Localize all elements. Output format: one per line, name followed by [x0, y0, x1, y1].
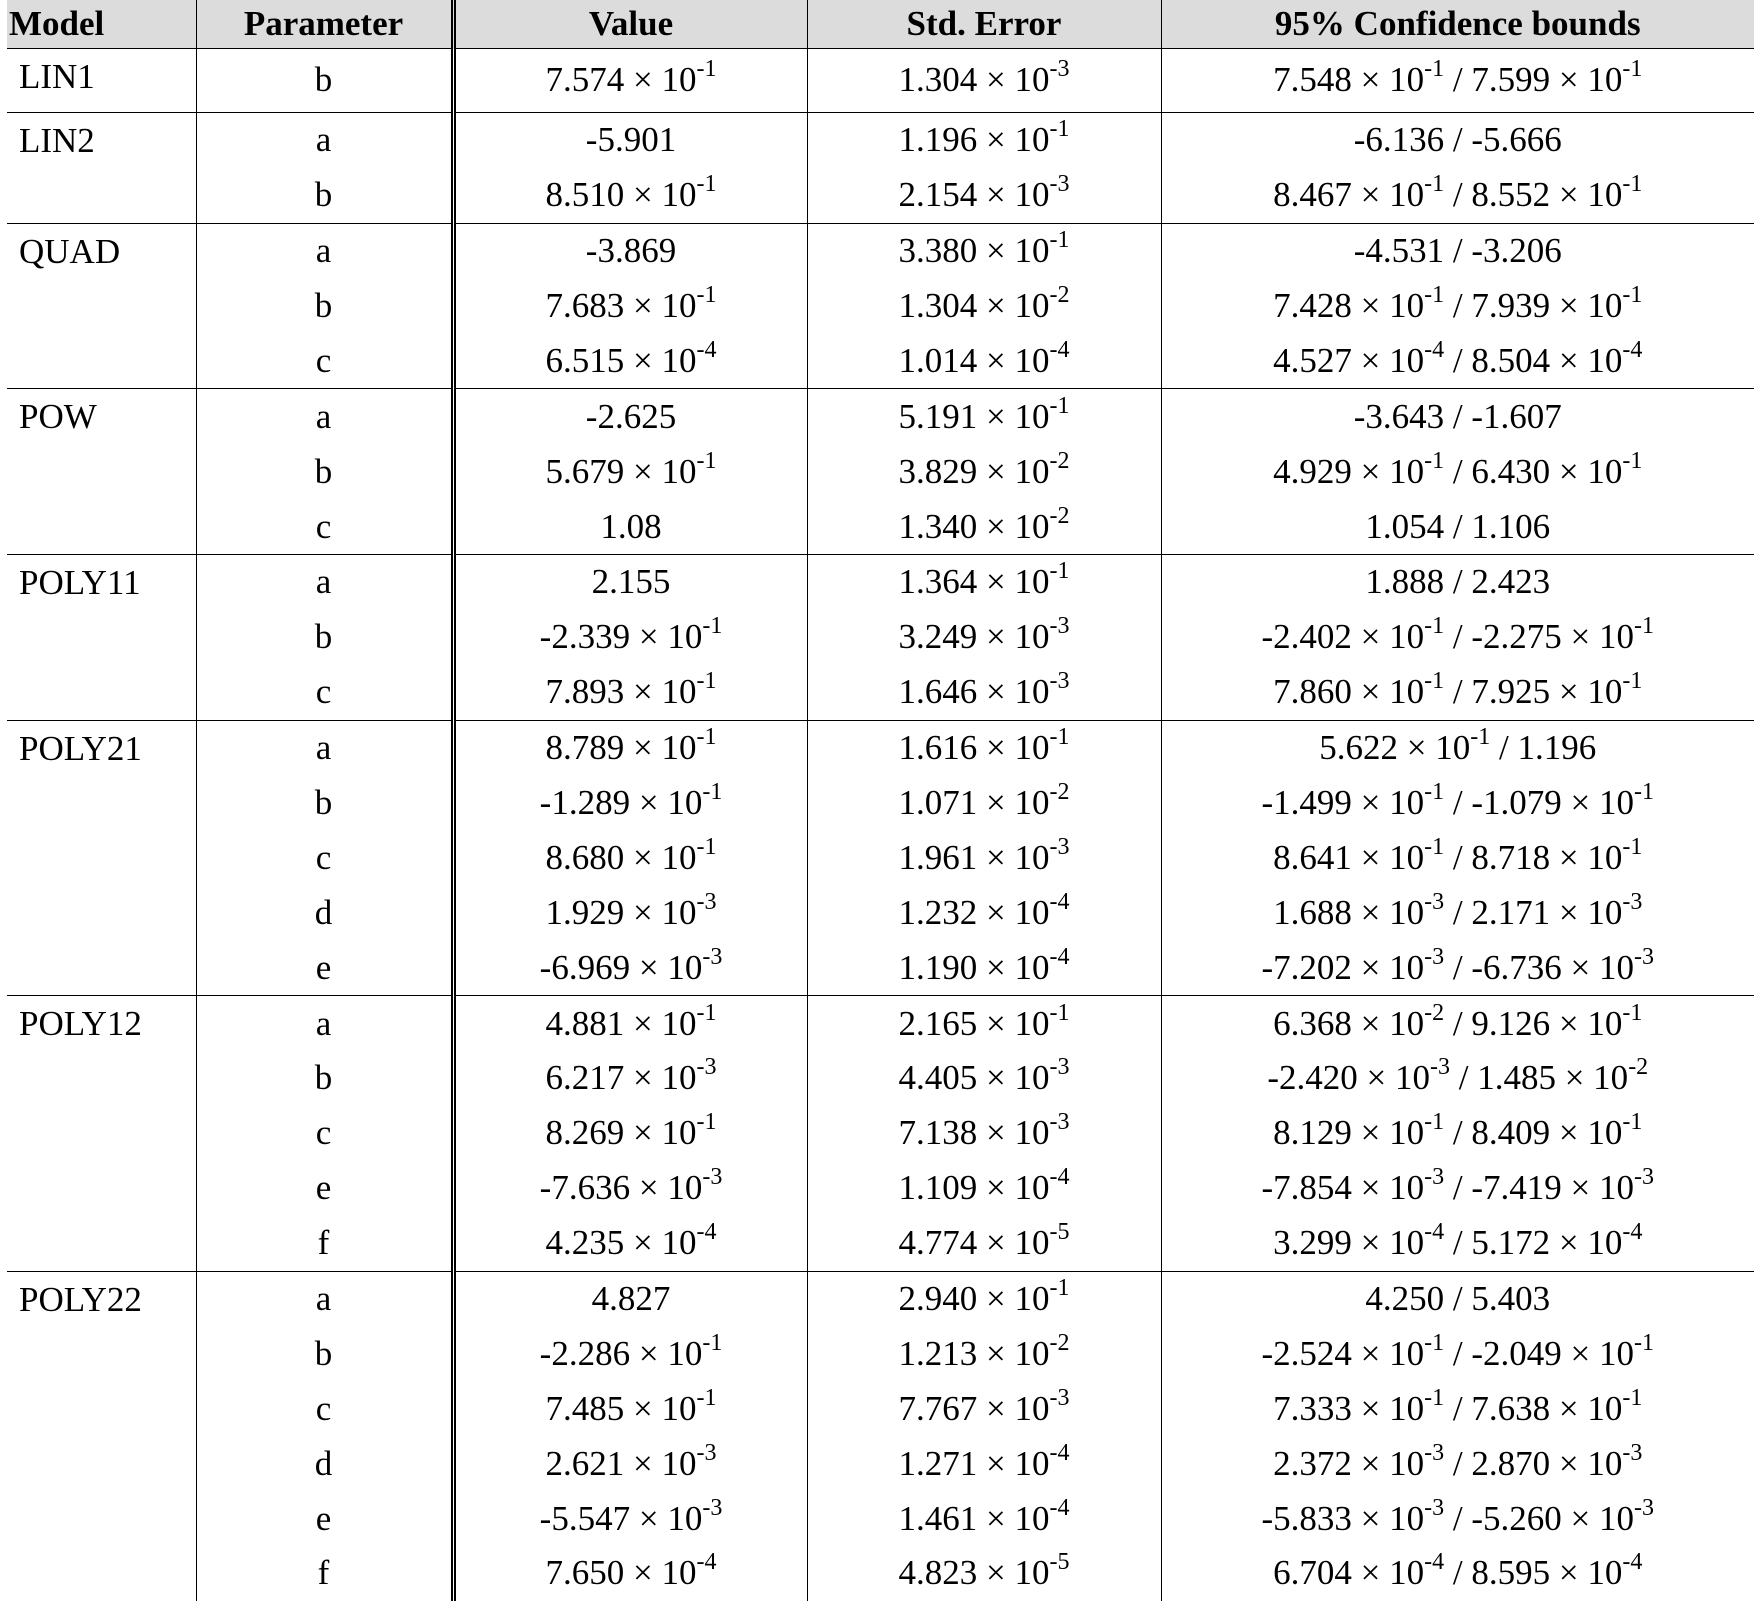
- parameter-cell: b: [196, 1326, 453, 1381]
- std-error-cell: $1.232 \times 10^{-4}$: [807, 885, 1161, 940]
- table-row: [7, 996, 1754, 1051]
- confidence-bounds-cell: $6.368 \times 10^{-2} / 9.126 \times 10^{-1}$: [1161, 996, 1754, 1051]
- parameter-cell: b: [196, 49, 453, 113]
- std-error-cell: $7.138 \times 10^{-3}$: [807, 1106, 1161, 1161]
- parameter-cell: f: [196, 1216, 453, 1271]
- std-error-cell: $1.190 \times 10^{-4}$: [807, 940, 1161, 995]
- std-error-cell: $4.405 \times 10^{-3}$: [807, 1051, 1161, 1106]
- model-name: LIN1: [7, 49, 196, 113]
- value-cell: $5.679 \times 10^{-1}$: [453, 444, 807, 499]
- parameter-cell: a: [196, 555, 453, 610]
- table-row: [7, 885, 1754, 940]
- table-row: [7, 49, 1754, 113]
- value-cell: $4.235 \times 10^{-4}$: [453, 1216, 807, 1271]
- std-error-cell: $1.071 \times 10^{-2}$: [807, 776, 1161, 831]
- value-cell: $8.789 \times 10^{-1}$: [453, 720, 807, 775]
- parameter-cell: a: [196, 1271, 453, 1326]
- confidence-bounds-cell: $1.688 \times 10^{-3} / 2.171 \times 10^{-3}$: [1273, 888, 1643, 932]
- value-cell: -2.625: [453, 389, 807, 444]
- model-name: LIN2: [7, 112, 196, 223]
- confidence-bounds-cell: $-2.420 \times 10^{-3} / 1.485 \times 10^{-2}$: [1267, 1054, 1649, 1098]
- parameter-cell: a: [196, 720, 453, 775]
- value-cell: $7.650 \times 10^{-4}$: [453, 1546, 807, 1601]
- confidence-bounds-cell: $4.527 \times 10^{-4} / 8.504 \times 10^{-4}$: [1273, 336, 1643, 380]
- table-row: [7, 333, 1754, 388]
- header-model: Model: [7, 0, 196, 49]
- table-row: [7, 940, 1754, 995]
- confidence-bounds-cell: $-1.499 \times 10^{-1} / -1.079 \times 10^{-1}$: [1261, 779, 1655, 823]
- model-name: POLY22: [7, 1271, 196, 1601]
- value-cell: 1.08: [453, 499, 807, 554]
- confidence-bounds-cell: $7.548 \times 10^{-1} / 7.599 \times 10^{-1}$: [1273, 56, 1643, 100]
- table-row: [7, 444, 1754, 499]
- parameter-cell: b: [196, 279, 453, 334]
- table-row: [7, 279, 1754, 334]
- std-error-cell: $1.340 \times 10^{-2}$: [807, 499, 1161, 554]
- header-value: Value: [453, 0, 807, 49]
- parameter-cell: b: [196, 168, 453, 223]
- std-error-cell: $4.823 \times 10^{-5}$: [807, 1546, 1161, 1601]
- confidence-bounds-cell: 1.888 / 2.423: [1161, 555, 1754, 610]
- value-cell: $-1.289 \times 10^{-1}$: [453, 776, 807, 831]
- parameter-cell: b: [196, 1051, 453, 1106]
- std-error-cell: $1.646 \times 10^{-3}$: [807, 665, 1161, 720]
- value-cell: -5.901: [453, 112, 807, 167]
- header-row: [7, 0, 1754, 49]
- parameter-cell: c: [196, 1381, 453, 1436]
- std-error-cell: $2.940 \times 10^{-1}$: [807, 1271, 1161, 1326]
- header-confidence-bounds: 95% Confidence bounds: [1161, 0, 1754, 49]
- parameter-cell: c: [196, 499, 453, 554]
- confidence-bounds-cell: $-2.402 \times 10^{-1} / -2.275 \times 10^{-1}$: [1261, 613, 1655, 657]
- confidence-bounds-cell: -4.531 / -3.206: [1161, 223, 1754, 278]
- value-cell: $8.510 \times 10^{-1}$: [453, 168, 807, 223]
- std-error-cell: $2.165 \times 10^{-1}$: [807, 996, 1161, 1051]
- table-row: [7, 830, 1754, 885]
- parameter-cell: c: [196, 333, 453, 388]
- value-cell: $-2.286 \times 10^{-1}$: [453, 1326, 807, 1381]
- table-body: [7, 49, 1754, 1601]
- value-cell: $-2.339 \times 10^{-1}$: [453, 610, 807, 665]
- table-row: [7, 665, 1754, 720]
- confidence-bounds-cell: $4.929 \times 10^{-1} / 6.430 \times 10^{-1}$: [1273, 447, 1643, 491]
- value-cell: $8.269 \times 10^{-1}$: [453, 1106, 807, 1161]
- std-error-cell: $1.364 \times 10^{-1}$: [807, 555, 1161, 610]
- parameter-cell: a: [196, 223, 453, 278]
- std-error-cell: $1.304 \times 10^{-2}$: [807, 279, 1161, 334]
- parameter-cell: a: [196, 996, 453, 1051]
- parameter-table: [7, 0, 1754, 1601]
- table-row: [7, 720, 1754, 775]
- model-name: QUAD: [7, 223, 196, 389]
- table-row: [7, 1216, 1754, 1271]
- table-row: [7, 1491, 1754, 1546]
- value-cell: $-6.969 \times 10^{-3}$: [453, 940, 807, 995]
- confidence-bounds-cell: 4.250 / 5.403: [1161, 1271, 1754, 1326]
- confidence-bounds-cell: $-5.833 \times 10^{-3} / -5.260 \times 10^{-3}$: [1261, 1494, 1655, 1538]
- std-error-cell: $1.196 \times 10^{-1}$: [807, 112, 1161, 167]
- value-cell: $1.929 \times 10^{-3}$: [453, 885, 807, 940]
- std-error-cell: $5.191 \times 10^{-1}$: [807, 389, 1161, 444]
- std-error-cell: $1.014 \times 10^{-4}$: [807, 333, 1161, 388]
- std-error-cell: $1.961 \times 10^{-3}$: [807, 830, 1161, 885]
- parameter-cell: c: [196, 830, 453, 885]
- table-row: [7, 112, 1754, 167]
- std-error-cell: $1.616 \times 10^{-1}$: [807, 720, 1161, 775]
- table-row: [7, 499, 1754, 554]
- parameter-cell: c: [196, 665, 453, 720]
- confidence-bounds-cell: $6.704 \times 10^{-4} / 8.595 \times 10^{-4}$: [1273, 1549, 1643, 1593]
- model-name: POW: [7, 389, 196, 555]
- confidence-bounds-cell: $8.467 \times 10^{-1} / 8.552 \times 10^{-1}$: [1273, 171, 1643, 215]
- table-row: [7, 1546, 1754, 1601]
- table-row: [7, 223, 1754, 278]
- parameter-cell: a: [196, 389, 453, 444]
- std-error-cell: $7.767 \times 10^{-3}$: [807, 1381, 1161, 1436]
- table-row: [7, 389, 1754, 444]
- confidence-bounds-cell: $-2.524 \times 10^{-1} / -2.049 \times 10^{-1}$: [1261, 1329, 1655, 1373]
- std-error-cell: $1.213 \times 10^{-2}$: [807, 1326, 1161, 1381]
- confidence-bounds-cell: $-7.854 \times 10^{-3} / -7.419 \times 10^{-3}$: [1261, 1164, 1655, 1208]
- value-cell: $7.893 \times 10^{-1}$: [453, 665, 807, 720]
- model-name: POLY21: [7, 720, 196, 995]
- model-name: POLY11: [7, 555, 196, 721]
- confidence-bounds-cell: $2.372 \times 10^{-3} / 2.870 \times 10^{-3}$: [1273, 1439, 1643, 1483]
- std-error-cell: $3.249 \times 10^{-3}$: [807, 610, 1161, 665]
- value-cell: $6.515 \times 10^{-4}$: [453, 333, 807, 388]
- confidence-bounds-cell: $7.428 \times 10^{-1} / 7.939 \times 10^{-1}$: [1273, 282, 1643, 325]
- value-cell: $6.217 \times 10^{-3}$: [453, 1051, 807, 1106]
- table-row: [7, 1051, 1754, 1106]
- value-cell: $7.485 \times 10^{-1}$: [453, 1381, 807, 1436]
- parameter-cell: b: [196, 610, 453, 665]
- value-cell: $-5.547 \times 10^{-3}$: [453, 1491, 807, 1546]
- value-cell: $2.621 \times 10^{-3}$: [453, 1436, 807, 1491]
- parameter-cell: b: [196, 444, 453, 499]
- table-row: [7, 1326, 1754, 1381]
- value-cell: 2.155: [453, 555, 807, 610]
- parameter-cell: b: [196, 776, 453, 831]
- table-row: [7, 1106, 1754, 1161]
- confidence-bounds-cell: $3.299 \times 10^{-4} / 5.172 \times 10^{-4}$: [1273, 1219, 1643, 1263]
- confidence-bounds-cell: $8.129 \times 10^{-1} / 8.409 \times 10^{-1}$: [1273, 1109, 1643, 1153]
- table-row: [7, 1381, 1754, 1436]
- parameter-cell: e: [196, 1491, 453, 1546]
- value-cell: 4.827: [453, 1271, 807, 1326]
- parameter-cell: d: [196, 1436, 453, 1491]
- model-name: POLY12: [7, 996, 196, 1271]
- parameter-cell: c: [196, 1106, 453, 1161]
- std-error-cell: $1.109 \times 10^{-4}$: [807, 1161, 1161, 1216]
- table-row: [7, 1436, 1754, 1491]
- confidence-bounds-cell: $-7.202 \times 10^{-3} / -6.736 \times 10^{-3}$: [1261, 943, 1655, 987]
- std-error-cell: $1.271 \times 10^{-4}$: [807, 1436, 1161, 1491]
- std-error-cell: $1.461 \times 10^{-4}$: [807, 1491, 1161, 1546]
- std-error-cell: $1.304 \times 10^{-3}$: [807, 49, 1161, 113]
- table-row: [7, 1271, 1754, 1326]
- confidence-bounds-cell: $5.622 \times 10^{-1} / 1.196$: [1161, 720, 1754, 775]
- std-error-cell: $2.154 \times 10^{-3}$: [807, 168, 1161, 223]
- confidence-bounds-cell: $7.333 \times 10^{-1} / 7.638 \times 10^{-1}$: [1273, 1384, 1643, 1428]
- confidence-bounds-cell: -3.643 / -1.607: [1161, 389, 1754, 444]
- parameter-cell: d: [196, 885, 453, 940]
- parameter-cell: a: [196, 112, 453, 167]
- table-row: [7, 1161, 1754, 1216]
- value-cell: -3.869: [453, 223, 807, 278]
- header-parameter: Parameter: [196, 0, 453, 49]
- value-cell: $7.683 \times 10^{-1}$: [453, 279, 807, 334]
- std-error-cell: $3.829 \times 10^{-2}$: [807, 444, 1161, 499]
- table-row: [7, 610, 1754, 665]
- parameter-cell: e: [196, 940, 453, 995]
- value-cell: $7.574 \times 10^{-1}$: [453, 49, 807, 113]
- value-cell: $-7.636 \times 10^{-3}$: [453, 1161, 807, 1216]
- std-error-cell: $3.380 \times 10^{-1}$: [807, 223, 1161, 278]
- table-row: [7, 555, 1754, 610]
- confidence-bounds-cell: $7.860 \times 10^{-1} / 7.925 \times 10^{-1}$: [1273, 668, 1643, 712]
- header-std-error: Std. Error: [807, 0, 1161, 49]
- value-cell: $4.881 \times 10^{-1}$: [453, 996, 807, 1051]
- table-row: [7, 168, 1754, 223]
- confidence-bounds-cell: 1.054 / 1.106: [1365, 506, 1551, 546]
- table-row: [7, 776, 1754, 831]
- value-cell: $8.680 \times 10^{-1}$: [453, 830, 807, 885]
- std-error-cell: $4.774 \times 10^{-5}$: [807, 1216, 1161, 1271]
- parameter-cell: f: [196, 1546, 453, 1601]
- confidence-bounds-cell: $8.641 \times 10^{-1} / 8.718 \times 10^{-1}$: [1273, 833, 1643, 877]
- parameter-cell: e: [196, 1161, 453, 1216]
- confidence-bounds-cell: -6.136 / -5.666: [1161, 112, 1754, 167]
